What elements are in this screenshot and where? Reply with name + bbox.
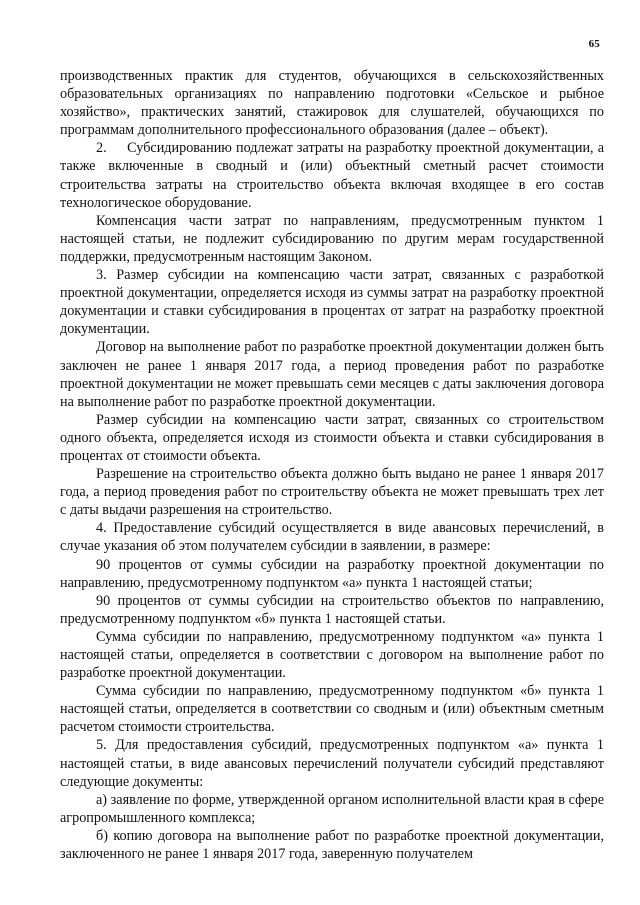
paragraph-continuation: производственных практик для студентов, обучающихся в сельскохозяйственных образовательных организациях по направлению подготовки «Сельское и рыбное хозяйство», практических занятий, стажировок для слушателей, обучающихся по программам дополнительного профессионального образования (далее – объект). xyxy=(60,68,604,139)
paragraph-subitem-a: а) заявление по форме, утвержденной органом исполнительной власти края в сфере агропромышленного комплекса; xyxy=(60,791,604,826)
paragraph-sum-construction: Сумма субсидии по направлению, предусмотренному подпунктом «б» пункта 1 настоящей статьи, определяется в соответствии со сводным и (или) объектным сметным расчетом стоимости строительства. xyxy=(60,683,604,736)
paragraph-sum-design: Сумма субсидии по направлению, предусмотренному подпунктом «а» пункта 1 настоящей статьи, определяется в соответствии с договором на выполнение работ по разработке проектной документации. xyxy=(60,628,604,682)
paragraph-compensation-note: Компенсация части затрат по направлениям, предусмотренным пунктом 1 настоящей статьи, не подлежит субсидированию по другим мерам государственной поддержки, предусмотренным настоящим Законом. xyxy=(60,212,604,265)
paragraph-advance-construction: 90 процентов от суммы субсидии на строительство объектов по направлению, предусмотренному подпунктом «б» пункта 1 настоящей статьи. xyxy=(60,592,604,627)
paragraph-item-5: 5. Для предоставления субсидий, предусмотренных подпунктом «а» пункта 1 настоящей статьи, в виде авансовых перечислений получатели субсидий представляют следующие документы: xyxy=(60,737,604,790)
paragraph-subitem-b: б) копию договора на выполнение работ по разработке проектной документации, заключенного не ранее 1 января 2017 года, заверенную получателем xyxy=(60,827,604,863)
paragraph-item-3: 3. Размер субсидии на компенсацию части затрат, связанных с разработкой проектной документации, определяется исходя из суммы затрат на разработку проектной документации и ставки субсидирования в процентах от затрат на разработку проектной документации. xyxy=(60,267,604,338)
document-body xyxy=(60,67,604,863)
paragraph-contract-terms: Договор на выполнение работ по разработке проектной документации должен быть заключен не ранее 1 января 2017 года, а период проведения работ по разработке проектной документации не может превышать семи месяцев с даты заключения договора на выполнение работ по разработке проектной документации. xyxy=(60,339,604,410)
paragraph-construction-subsidy: Размер субсидии на компенсацию части затрат, связанных со строительством одного объекта, определяется исходя из стоимости объекта и ставки субсидирования в процентах от стоимости объекта. xyxy=(60,411,604,464)
paragraph-item-2: 2. Субсидированию подлежат затраты на разработку проектной документации, а также включенные в сводный и (или) объектный сметный расчет стоимости строительства затраты на строительство объекта включая входящее в его состав технологическое оборудование. xyxy=(60,140,604,211)
paragraph-item-4: 4. Предоставление субсидий осуществляется в виде авансовых перечислений, в случае указания об этом получателем субсидии в заявлении, в размере: xyxy=(60,520,604,555)
paragraph-advance-design: 90 процентов от суммы субсидии на разработку проектной документации по направлению, предусмотренному подпунктом «а» пункта 1 настоящей статьи; xyxy=(60,556,604,591)
page-number: 65 xyxy=(588,38,600,50)
paragraph-building-permit: Разрешение на строительство объекта должно быть выдано не ранее 1 января 2017 года, а период проведения работ по строительству объекта не может превышать трех лет с даты выдачи разрешения на строительство. xyxy=(60,466,604,519)
